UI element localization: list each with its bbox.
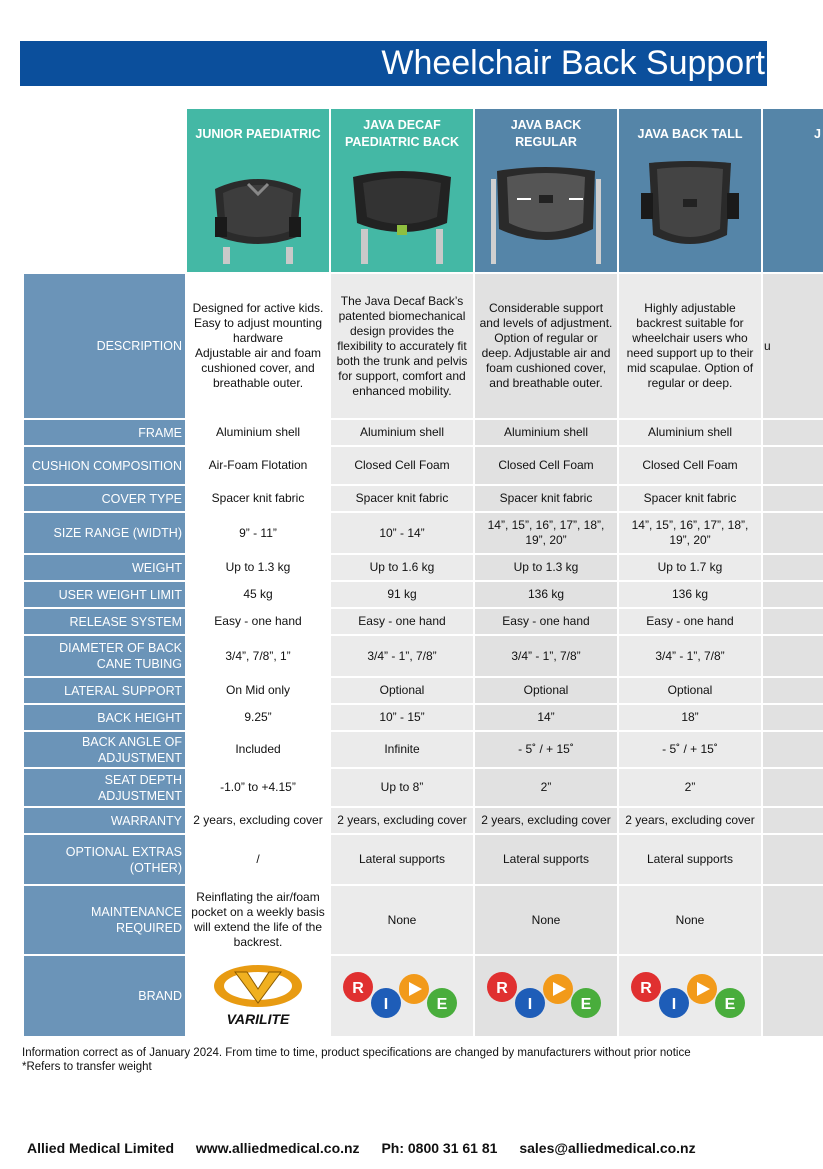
product-header-java-back-regular: [475, 109, 617, 272]
spec-cell: Aluminium shell: [331, 420, 473, 445]
row-label: CUSHION COMPOSITION: [24, 447, 185, 484]
spec-cell: 2”: [475, 769, 617, 806]
row-label: LATERAL SUPPORT: [24, 678, 185, 703]
spec-row: [24, 886, 784, 954]
spec-cell: None: [475, 886, 617, 954]
spec-cell: Considerable support and levels of adjustment. Option of regular or deep. Adjustable air and foam cushioned cover, and breathable outer.: [475, 274, 617, 418]
spec-cell: -1.0” to +4.15”: [187, 769, 329, 806]
spec-cell: 45 kg: [187, 582, 329, 607]
spec-cell: [763, 447, 823, 484]
spec-cell: Easy - one hand: [331, 609, 473, 634]
varilite-logo-text: VARILITE: [226, 1011, 290, 1027]
spec-cell: Closed Cell Foam: [619, 447, 761, 484]
row-label: DESCRIPTION: [24, 274, 185, 418]
product-header-java-decaf: [331, 109, 473, 272]
spec-cell: None: [331, 886, 473, 954]
product-name: J: [814, 126, 821, 141]
spec-cell: 10” - 15”: [331, 705, 473, 730]
brand-logo-cut-off: [763, 956, 823, 1036]
spec-row: [24, 420, 784, 445]
spec-cell: Up to 1.7 kg: [619, 555, 761, 580]
spec-cell: 10” - 14”: [331, 513, 473, 553]
svg-text:R: R: [640, 980, 652, 997]
comparison-table: [24, 109, 821, 1036]
row-label: BRAND: [24, 956, 185, 1036]
row-label: BACK HEIGHT: [24, 705, 185, 730]
product-name: JAVA BACK TALL: [637, 126, 743, 141]
spec-cell: Optional: [619, 678, 761, 703]
spec-cell: 3/4”, 7/8”, 1”: [187, 636, 329, 676]
spec-cell: Easy - one hand: [187, 609, 329, 634]
product-name: JUNIOR PAEDIATRIC: [195, 126, 321, 141]
spec-row: [24, 274, 784, 418]
ride-logo: [338, 967, 466, 1025]
spec-cell: Spacer knit fabric: [331, 486, 473, 511]
spec-row: [24, 447, 784, 484]
spec-cell: - 5˚ / + 15˚: [619, 732, 761, 767]
row-label: BACK ANGLE OF ADJUSTMENT: [24, 732, 185, 767]
svg-text:I: I: [527, 996, 533, 1013]
spec-cell: Up to 1.3 kg: [475, 555, 617, 580]
ride-logo: [626, 967, 754, 1025]
spec-cell: [763, 513, 823, 553]
spec-cell: Highly adjustable backrest suitable for wheelchair users who need support up to their mid scapulae. Option of regular or deep.: [619, 274, 761, 418]
spec-cell: Included: [187, 732, 329, 767]
spec-cell: [763, 609, 823, 634]
spec-cell: Lateral supports: [331, 835, 473, 884]
svg-text:E: E: [436, 996, 448, 1013]
spec-row: [24, 769, 784, 806]
brand-logo-varilite: [187, 956, 329, 1036]
spec-cell: [763, 486, 823, 511]
spec-row: [24, 555, 784, 580]
spec-cell: None: [619, 886, 761, 954]
contact-footer: [27, 1140, 714, 1156]
spec-row: [24, 582, 784, 607]
spec-cell: 2”: [619, 769, 761, 806]
spec-cell: [763, 678, 823, 703]
disclaimer-notes: [22, 1046, 691, 1074]
spec-cell: 9.25”: [187, 705, 329, 730]
spec-cell: Aluminium shell: [187, 420, 329, 445]
spec-row: [24, 636, 784, 676]
brand-logo-ride: [475, 956, 617, 1036]
spec-cell: Easy - one hand: [619, 609, 761, 634]
spec-cell: [763, 705, 823, 730]
spec-cell: [763, 835, 823, 884]
spec-cell: Closed Cell Foam: [475, 447, 617, 484]
spec-cell: [763, 582, 823, 607]
java-back-tall-image: [625, 159, 755, 264]
spec-cell: Spacer knit fabric: [475, 486, 617, 511]
row-label: USER WEIGHT LIMIT: [24, 582, 185, 607]
spec-cell: Easy - one hand: [475, 609, 617, 634]
spec-row: [24, 808, 784, 833]
email-link[interactable]: sales@alliedmedical.co.nz: [519, 1140, 696, 1156]
svg-text:I: I: [671, 996, 677, 1013]
junior-paediatric-back-image: [193, 159, 323, 264]
product-name: JAVA BACK REGULAR: [510, 118, 582, 149]
spec-cell: Air-Foam Flotation: [187, 447, 329, 484]
spec-cell: [763, 420, 823, 445]
spec-cell: Optional: [331, 678, 473, 703]
spec-cell: - 5˚ / + 15˚: [475, 732, 617, 767]
spec-cell: 136 kg: [475, 582, 617, 607]
header-corner: [24, 109, 185, 272]
spec-cell: [763, 732, 823, 767]
row-label: WARRANTY: [24, 808, 185, 833]
svg-text:E: E: [724, 996, 736, 1013]
spec-cell: Up to 8”: [331, 769, 473, 806]
spec-row: [24, 513, 784, 553]
row-label: MAINTENANCE REQUIRED: [24, 886, 185, 954]
spec-cell: 14”, 15”, 16”, 17”, 18”, 19”, 20”: [475, 513, 617, 553]
spec-cell: Spacer knit fabric: [619, 486, 761, 511]
spec-cell: Lateral supports: [619, 835, 761, 884]
spec-cell: [763, 769, 823, 806]
spec-cell: Up to 1.3 kg: [187, 555, 329, 580]
spec-cell: 2 years, excluding cover: [331, 808, 473, 833]
spec-cell: 136 kg: [619, 582, 761, 607]
spec-cell: 3/4” - 1”, 7/8”: [475, 636, 617, 676]
svg-text:I: I: [383, 996, 389, 1013]
spec-row: [24, 705, 784, 730]
spec-cell: [763, 636, 823, 676]
spec-cell: Aluminium shell: [475, 420, 617, 445]
spec-rows: [24, 274, 784, 954]
svg-text:R: R: [352, 980, 364, 997]
spec-cell: 14”, 15”, 16”, 17”, 18”, 19”, 20”: [619, 513, 761, 553]
spec-cell: [763, 808, 823, 833]
spec-cell: Aluminium shell: [619, 420, 761, 445]
spec-row: [24, 609, 784, 634]
java-decaf-back-image: [337, 159, 467, 264]
product-header-java-back-tall: [619, 109, 761, 272]
product-header-cut-off: [763, 109, 823, 272]
row-label: COVER TYPE: [24, 486, 185, 511]
row-label: SEAT DEPTH ADJUSTMENT: [24, 769, 185, 806]
spec-cell: [763, 555, 823, 580]
spec-cell: Designed for active kids. Easy to adjust mounting hardware Adjustable air and foam cushioned cover, and breathable outer.: [187, 274, 329, 418]
spec-row: [24, 486, 784, 511]
varilite-logo: [203, 963, 313, 1029]
spec-cell: 18”: [619, 705, 761, 730]
website-link[interactable]: www.alliedmedical.co.nz: [195, 1140, 360, 1156]
brand-logo-ride: [331, 956, 473, 1036]
row-label: OPTIONAL EXTRAS (OTHER): [24, 835, 185, 884]
product-name: JAVA DECAF PAEDIATRIC BACK: [344, 118, 460, 149]
product-header-junior-paediatric: [187, 109, 329, 272]
spec-cell: Infinite: [331, 732, 473, 767]
page-title: Wheelchair Back Support: [381, 44, 765, 82]
spec-cell: On Mid only: [187, 678, 329, 703]
row-label: WEIGHT: [24, 555, 185, 580]
svg-text:R: R: [496, 980, 508, 997]
spec-cell: 2 years, excluding cover: [475, 808, 617, 833]
row-label: SIZE RANGE (WIDTH): [24, 513, 185, 553]
spec-cell: 2 years, excluding cover: [619, 808, 761, 833]
row-label: FRAME: [24, 420, 185, 445]
brand-logo-ride: [619, 956, 761, 1036]
spec-cell: 14”: [475, 705, 617, 730]
spec-cell: [763, 886, 823, 954]
company-name: Allied Medical Limited: [27, 1140, 175, 1156]
spec-cell: Optional: [475, 678, 617, 703]
row-label: DIAMETER OF BACK CANE TUBING: [24, 636, 185, 676]
spec-cell: 3/4” - 1”, 7/8”: [619, 636, 761, 676]
spec-cell: The Java Decaf Back’s patented biomechanical design provides the flexibility to accurately fit both the trunk and pelvis for support, comfort and enhanced mobility.: [331, 274, 473, 418]
spec-cell: Lateral supports: [475, 835, 617, 884]
product-header-row: [24, 109, 821, 272]
spec-cell: 91 kg: [331, 582, 473, 607]
brand-row: [24, 956, 784, 1036]
spec-cell: 3/4” - 1”, 7/8”: [331, 636, 473, 676]
ride-logo: [482, 967, 610, 1025]
svg-text:E: E: [580, 996, 592, 1013]
java-back-regular-image: [481, 159, 611, 264]
title-banner: [20, 41, 767, 86]
spec-cell: 2 years, excluding cover: [187, 808, 329, 833]
row-label: RELEASE SYSTEM: [24, 609, 185, 634]
spec-row: [24, 732, 784, 767]
spec-cell: Reinflating the air/foam pocket on a weekly basis will extend the life of the backrest.: [187, 886, 329, 954]
spec-cell: /: [187, 835, 329, 884]
spec-cell: u: [763, 274, 823, 418]
spec-cell: Spacer knit fabric: [187, 486, 329, 511]
disclaimer-text: Information correct as of January 2024. From time to time, product specifications are changed by manufacturers without prior notice: [22, 1047, 691, 1059]
spec-cell: Closed Cell Foam: [331, 447, 473, 484]
spec-cell: Up to 1.6 kg: [331, 555, 473, 580]
phone-number: Ph: 0800 31 61 81: [381, 1140, 498, 1156]
spec-row: [24, 835, 784, 884]
spec-row: [24, 678, 784, 703]
spec-cell: 9” - 11”: [187, 513, 329, 553]
footnote-text: *Refers to transfer weight: [22, 1061, 152, 1073]
